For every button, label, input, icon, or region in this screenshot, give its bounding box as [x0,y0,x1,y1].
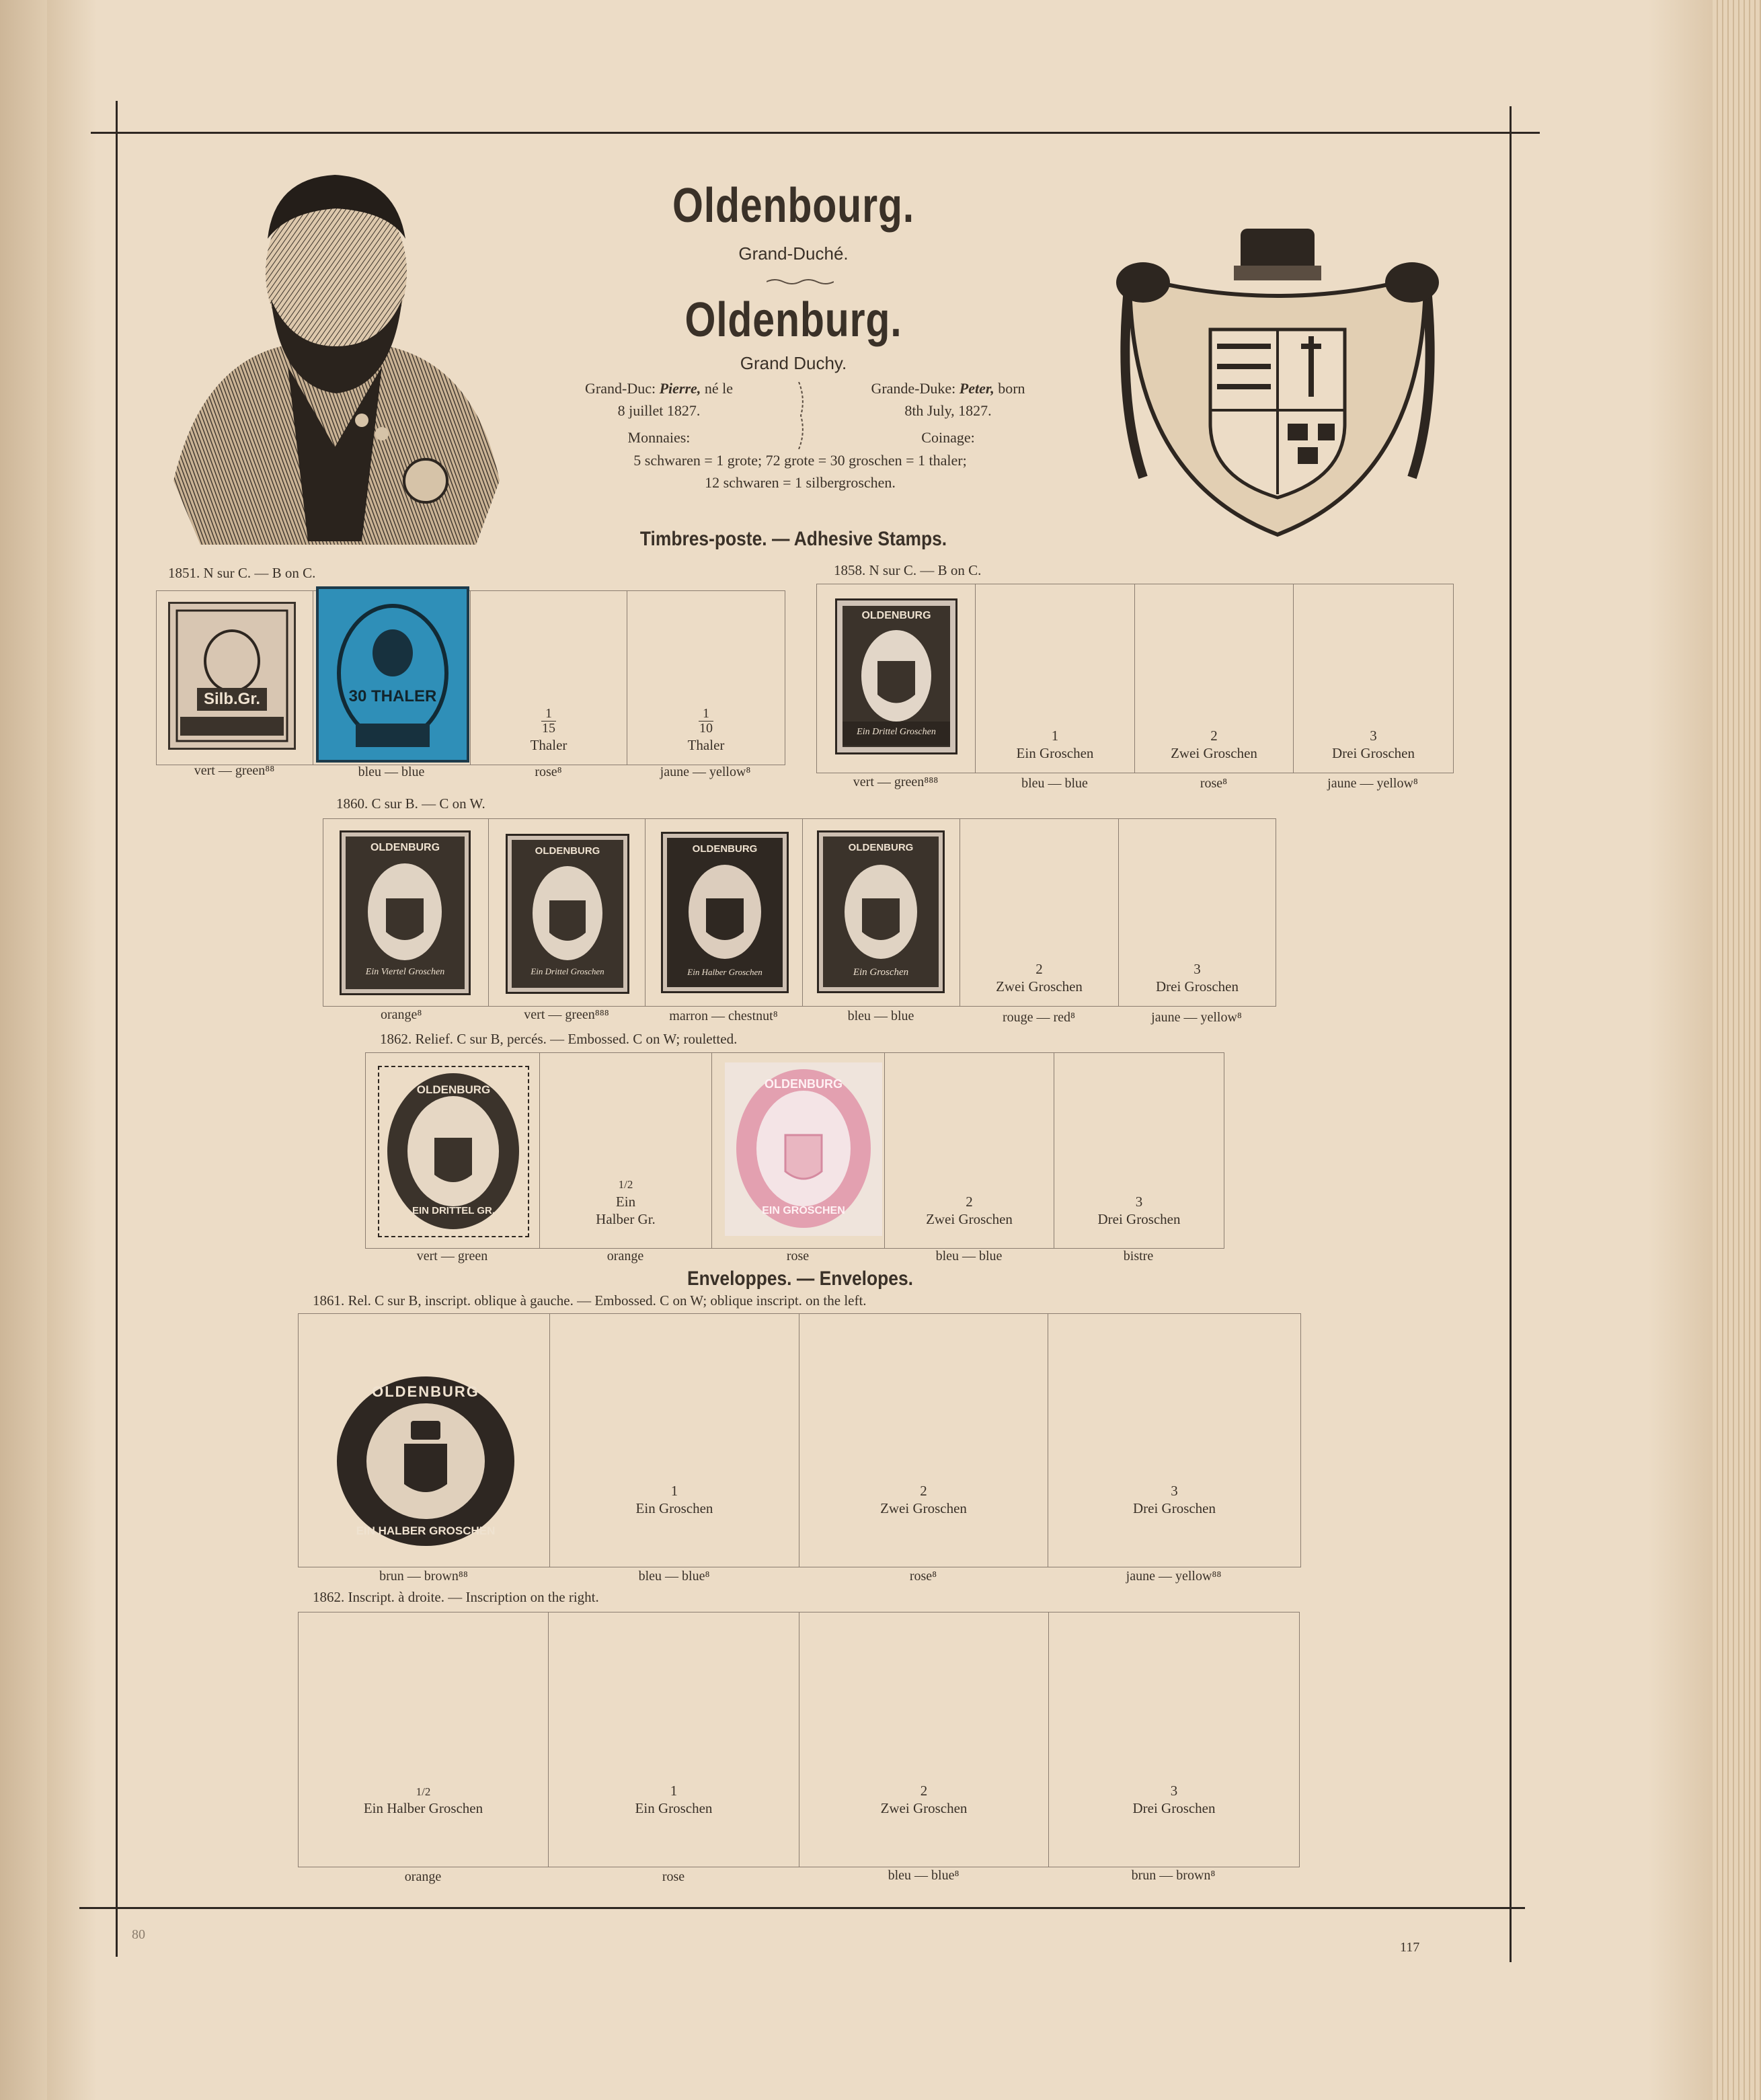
book-spine [0,0,54,2100]
color-1860-1: orange⁸ [381,1007,422,1022]
duke-en-name: Peter, [959,380,994,397]
color-1862-2: orange [606,1249,644,1263]
stamp-1860-green [506,834,629,994]
stamp-1851-blue-text: 30 THALER [348,687,437,705]
color-env-1862-1: orange [404,1869,442,1884]
value-unit: Zwei Groschen [880,1500,967,1516]
frame-bottom-rule [79,1907,1525,1909]
value-num: 3 [1170,1782,1178,1799]
value-num: 3 [1370,727,1377,744]
value-unit-2: Halber Gr. [596,1210,656,1227]
value-num: 1/2 [618,1178,633,1192]
stamp-1860-3-bottom: Ein Halber Groschen [687,967,762,977]
cell-1860-5 [960,819,1119,1006]
cell-1860-6 [1119,819,1276,1006]
money-line-2: 12 schwaren = 1 silbergroschen. [705,474,896,491]
color-1862-4: bleu — blue [935,1249,1003,1263]
value-num: 3 [1135,1193,1143,1210]
stamp-1858-bottom: Ein Drittel Groschen [857,727,936,737]
page-edges [1713,0,1761,2100]
duke-fr-name: Pierre, [659,380,701,397]
value-num: 2 [920,1482,927,1499]
color-env-1862-2: rose [662,1869,685,1884]
duke-fr-prefix: Grand-Duc: [585,380,656,397]
duke-french [524,380,793,397]
duke-fr-date: 8 juillet 1827. [617,402,701,419]
value-num: 1 [670,1482,678,1499]
duke-fr-born: né le [704,380,733,397]
color-1858-1: vert — green⁸⁸⁸ [853,775,939,789]
stamp-1858-top: OLDENBURG [861,610,931,621]
value-den: 10 [699,720,713,736]
cell-1851-3 [471,591,627,765]
duke-english [814,380,1083,397]
value-num: 2 [1035,960,1043,977]
value-unit: Ein [615,1193,636,1210]
value-unit: Drei Groschen [1331,744,1415,761]
cell-1858-2 [976,584,1135,773]
cell-env-1861-4 [1048,1314,1300,1567]
money-english: Coinage: [921,429,975,446]
stamp-1860-4-bottom: Ein Groschen [853,967,909,978]
value-unit: Ein Groschen [635,1799,713,1816]
cell-env-1862-3 [799,1612,1049,1867]
color-1851-1: vert — green⁸⁸ [194,763,275,778]
stamp-1851-green [168,602,296,750]
money-line-1: 5 schwaren = 1 grote; 72 grote = 30 groschen = 1 thaler; [633,452,967,469]
stamp-1860-3-top: OLDENBURG [692,843,758,855]
section-adhesive-stamps: Timbres-poste. — Adhesive Stamps. [639,528,947,550]
page-number-left: 80 [132,1927,145,1942]
section-envelopes: Enveloppes. — Envelopes. [687,1268,913,1290]
portrait-grand-duke [160,165,510,548]
cell-env-1862-2 [549,1612,799,1867]
color-1851-4: jaune — yellow⁸ [660,765,751,779]
value-num: 2 [920,1782,928,1799]
color-1858-2: bleu — blue [1021,776,1088,791]
frame-right-rule [1510,106,1512,1962]
coat-of-arms [1103,195,1452,545]
title-french: Oldenbourg. [672,179,914,233]
value-num: 1 [1051,727,1059,744]
stamp-1860-2-bottom: Ein Drittel Groschen [531,966,604,976]
value-num: 3 [1193,960,1201,977]
stamp-1862-rose-bottom: EIN GROSCHEN [762,1205,845,1216]
value-unit: Zwei Groschen [996,978,1083,995]
color-env-1861-1: brun — brown⁸⁸ [379,1569,468,1584]
value-num: 1 [699,707,713,722]
value-num: 1 [541,707,556,722]
color-env-1862-3: bleu — blue⁸ [888,1868,960,1883]
value-num: 1/2 [416,1785,431,1798]
color-1862-1: vert — green [416,1249,488,1263]
value-num: 1 [670,1782,678,1799]
value-unit: Drei Groschen [1132,1500,1216,1516]
brace-divider [795,382,809,449]
value-num: 2 [1210,727,1218,744]
color-1851-3: rose⁸ [535,765,562,779]
cell-1851-4 [627,591,785,765]
duke-en-born: born [998,380,1025,397]
stamp-1860-4-top: OLDENBURG [848,842,914,853]
cell-1858-3 [1135,584,1294,773]
env-1862-label: 1862. Inscript. à droite. — Inscription on the right. [313,1589,599,1605]
color-1860-5: rouge — red⁸ [1002,1010,1076,1025]
cell-env-1861-2 [550,1314,799,1567]
envelope-cut-bottom: EIN HALBER GROSCHEN [356,1524,496,1537]
value-unit: Thaler [687,736,725,753]
cell-1858-4 [1294,584,1453,773]
stamp-1862-rose-top: OLDENBURG [765,1077,843,1091]
color-env-1861-2: bleu — blue⁸ [638,1569,710,1584]
color-1858-3: rose⁸ [1200,776,1228,791]
value-num: 3 [1171,1482,1178,1499]
color-1858-4: jaune — yellow⁸ [1327,776,1418,791]
value-unit: Drei Groschen [1132,1799,1216,1816]
duke-en-prefix: Grande-Duke: [871,380,956,397]
page-number-right: 117 [1400,1940,1420,1955]
cell-1862-5 [1054,1053,1224,1248]
color-1851-2: bleu — blue [358,765,425,779]
value-unit: Ein Halber Groschen [363,1799,483,1816]
cell-env-1862-4 [1049,1612,1299,1867]
stamp-1851-green-text: Silb.Gr. [203,690,261,708]
cell-1862-2 [540,1053,712,1248]
stamp-1862-green-bottom: EIN DRITTEL GR. [412,1205,496,1216]
frame-left-rule [116,101,118,1957]
value-unit: Ein Groschen [635,1500,713,1516]
issue-1851-label: 1851. N sur C. — B on C. [168,565,316,581]
cell-env-1862-1 [299,1612,549,1867]
value-unit: Drei Groschen [1097,1210,1181,1227]
value-unit: Thaler [530,736,568,753]
issue-1858-label: 1858. N sur C. — B on C. [834,562,982,578]
color-env-1861-4: jaune — yellow⁸⁸ [1126,1569,1222,1584]
color-1862-5: bistre [1123,1249,1154,1263]
stamp-1862-green-top: OLDENBURG [416,1083,491,1096]
stamp-1851-blue [316,586,469,763]
ornament-divider [767,277,834,285]
cell-env-1861-3 [799,1314,1048,1567]
cell-1862-4 [885,1053,1054,1248]
subtitle-french: Grand-Duché. [738,243,849,264]
title-english: Oldenburg. [684,293,902,347]
value-unit: Ein Groschen [1016,744,1094,761]
envelope-cut-top: OLDENBURG [372,1383,479,1400]
envelope-cut-brown [331,1368,520,1550]
value-unit: Zwei Groschen [926,1210,1013,1227]
stamp-1860-blue [817,830,945,993]
value-num: 2 [966,1193,973,1210]
env-1861-label: 1861. Rel. C sur B, inscript. oblique à gauche. — Embossed. C on W; oblique inscript. on the left. [313,1292,867,1309]
color-1860-4: bleu — blue [847,1009,914,1023]
value-den: 15 [542,720,555,736]
stamp-1858-green [835,598,957,754]
frame-top-rule [91,132,1540,134]
stamp-1862-green-embossed [378,1066,529,1237]
color-1860-2: vert — green⁸⁸⁸ [524,1007,609,1022]
color-env-1861-3: rose⁸ [909,1569,937,1584]
stamp-1860-chestnut [661,832,789,993]
subtitle-english: Grand Duchy. [740,353,847,373]
stamp-1860-1-top: OLDENBURG [370,842,440,853]
value-unit: Zwei Groschen [880,1799,968,1816]
stamp-1860-1-bottom: Ein Viertel Groschen [365,967,445,977]
stamp-1860-orange [340,830,471,995]
stamp-1860-2-top: OLDENBURG [535,845,600,857]
color-1862-3: rose [786,1249,810,1263]
color-1860-3: marron — chestnut⁸ [669,1009,778,1023]
grid-env-1862 [298,1612,1300,1867]
color-env-1862-4: brun — brown⁸ [1131,1868,1216,1883]
issue-1860-label: 1860. C sur B. — C on W. [336,795,485,812]
money-french: Monnaies: [627,429,691,446]
issue-1862-label: 1862. Relief. C sur B, percés. — Embossed. C on W; rouletted. [380,1031,738,1047]
color-1860-6: jaune — yellow⁸ [1151,1010,1242,1025]
duke-en-date: 8th July, 1827. [904,402,992,419]
value-unit: Zwei Groschen [1171,744,1257,761]
stamp-1862-rose-embossed [725,1062,882,1236]
value-unit: Drei Groschen [1155,978,1239,995]
